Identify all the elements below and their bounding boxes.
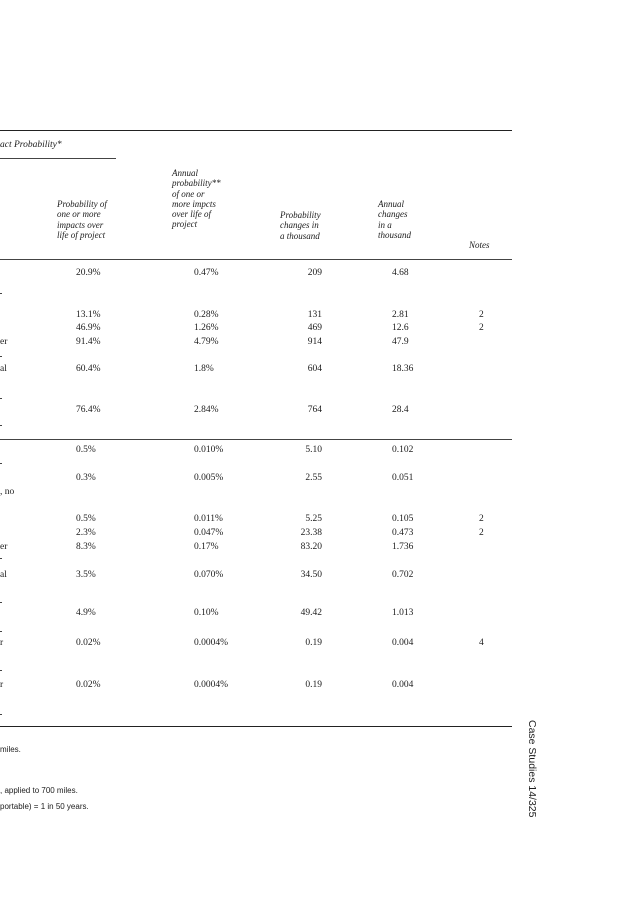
left-tick xyxy=(0,558,2,559)
table-cell-annual-changes: 0.004 xyxy=(392,638,414,648)
table-cell-prob-changes: 469 xyxy=(307,323,322,333)
table-cell-annual-changes: 0.473 xyxy=(392,528,414,538)
table-cell-prob-changes: 83.20 xyxy=(300,542,322,552)
table-cell-prob-changes: 209 xyxy=(307,268,322,278)
table-cell-annual-changes: 4.68 xyxy=(392,268,409,278)
footnote-2: , applied to 700 miles. xyxy=(0,786,78,795)
row-label-fragment: r xyxy=(0,638,4,648)
table-cell-prob-changes: 34.50 xyxy=(300,570,322,580)
table-cell-annual-prob: 1.26% xyxy=(194,323,219,333)
table-cell-prob-life: 3.5% xyxy=(76,570,96,580)
table-cell-notes: 2 xyxy=(479,323,484,333)
table-cell-prob-changes: 5.25 xyxy=(305,514,322,524)
left-tick xyxy=(0,631,2,632)
left-tick xyxy=(0,463,2,464)
table-cell-prob-life: 0.5% xyxy=(76,445,96,455)
section-divider-rule xyxy=(0,439,512,440)
header-line: one or more xyxy=(57,209,101,220)
table-cell-annual-changes: 0.051 xyxy=(392,473,414,483)
table-cell-prob-life: 60.4% xyxy=(76,364,101,374)
table-cell-prob-changes: 2.55 xyxy=(305,473,322,483)
header-line: life of project xyxy=(57,229,106,240)
table-cell-annual-prob: 0.17% xyxy=(194,542,219,552)
table-cell-prob-life: 4.9% xyxy=(76,608,96,618)
left-tick xyxy=(0,602,2,603)
table-cell-annual-prob: 0.28% xyxy=(194,310,219,320)
table-cell-prob-life: 76.4% xyxy=(76,405,101,415)
table-cell-annual-changes: 0.004 xyxy=(392,680,414,690)
table-cell-prob-changes: 23.38 xyxy=(300,528,322,538)
running-header-side: Case Studies 14/325 xyxy=(526,720,538,818)
header-line: Annual xyxy=(172,168,198,178)
table-cell-prob-changes: 0.19 xyxy=(305,680,322,690)
table-cell-prob-changes: 131 xyxy=(307,310,322,320)
table-cell-notes: 2 xyxy=(479,528,484,538)
table-cell-annual-prob: 0.0004% xyxy=(194,638,229,648)
header-prob-life xyxy=(57,199,147,240)
table-cell-prob-life: 0.02% xyxy=(76,680,101,690)
header-line: of one or xyxy=(172,188,205,199)
header-line: Probability xyxy=(280,210,321,220)
row-label-fragment: , no xyxy=(0,487,15,497)
header-line: impacts over xyxy=(57,219,104,230)
header-notes: Notes xyxy=(469,240,490,250)
table-cell-prob-life: 91.4% xyxy=(76,337,101,347)
table-cell-annual-changes: 1.013 xyxy=(392,608,414,618)
table-cell-prob-changes: 5.10 xyxy=(305,445,322,455)
table-cell-prob-life: 20.9% xyxy=(76,268,101,278)
left-tick xyxy=(0,670,2,671)
table-cell-prob-changes: 49.42 xyxy=(300,608,322,618)
header-line: thousand xyxy=(378,229,412,240)
table-cell-prob-life: 8.3% xyxy=(76,542,96,552)
header-annual-prob xyxy=(172,168,262,230)
header-line: a thousand xyxy=(280,230,320,241)
table-cell-annual-changes: 0.702 xyxy=(392,570,414,580)
table-cell-annual-changes: 12.6 xyxy=(392,323,409,333)
left-tick xyxy=(0,425,2,426)
header-line: in a xyxy=(378,219,392,230)
left-tick xyxy=(0,356,2,357)
row-label-fragment: er xyxy=(0,542,8,552)
table-cell-annual-changes: 28.4 xyxy=(392,405,409,415)
table-cell-prob-life: 0.3% xyxy=(76,473,96,483)
header-line: changes xyxy=(378,209,408,220)
header-line: project xyxy=(172,219,198,230)
table-cell-prob-life: 2.3% xyxy=(76,528,96,538)
table-cell-prob-changes: 0.19 xyxy=(305,638,322,648)
table-cell-prob-life: 13.1% xyxy=(76,310,101,320)
table-title-fragment: act Probability* xyxy=(0,140,62,150)
table-cell-annual-changes: 0.105 xyxy=(392,514,414,524)
table-cell-annual-prob: 0.10% xyxy=(194,608,219,618)
footnote-1: miles. xyxy=(0,745,21,754)
table-cell-annual-changes: 1.736 xyxy=(392,542,414,552)
title-underline xyxy=(0,158,116,159)
row-label-fragment: al xyxy=(0,364,7,374)
table-bottom-rule xyxy=(0,726,512,727)
table-cell-annual-changes: 0.102 xyxy=(392,445,414,455)
table-cell-notes: 2 xyxy=(479,310,484,320)
table-cell-prob-changes: 604 xyxy=(307,364,322,374)
header-rule xyxy=(0,259,512,260)
table-cell-annual-prob: 0.011% xyxy=(194,514,223,524)
table-cell-prob-life: 46.9% xyxy=(76,323,101,333)
table-cell-annual-prob: 0.47% xyxy=(194,268,219,278)
table-top-rule xyxy=(0,130,512,131)
table-cell-annual-prob: 0.005% xyxy=(194,473,224,483)
table-cell-prob-changes: 914 xyxy=(307,337,322,347)
table-cell-annual-prob: 0.010% xyxy=(194,445,224,455)
header-annual-changes xyxy=(378,199,458,240)
header-line: Annual xyxy=(378,199,404,209)
table-cell-annual-prob: 1.8% xyxy=(194,364,214,374)
header-line: Probability of xyxy=(57,199,107,209)
header-prob-changes xyxy=(280,210,360,241)
table-cell-annual-prob: 0.047% xyxy=(194,528,224,538)
table-cell-annual-prob: 2.84% xyxy=(194,405,219,415)
table-cell-annual-changes: 18.36 xyxy=(392,364,414,374)
table-cell-annual-prob: 0.0004% xyxy=(194,680,229,690)
table-cell-annual-changes: 47.9 xyxy=(392,337,409,347)
table-cell-annual-changes: 2.81 xyxy=(392,310,409,320)
row-label-fragment: er xyxy=(0,337,8,347)
header-line: over life of xyxy=(172,209,211,220)
table-cell-notes: 2 xyxy=(479,514,484,524)
row-label-fragment: al xyxy=(0,570,7,580)
left-tick xyxy=(0,293,2,294)
footnote-3: portable) = 1 in 50 years. xyxy=(0,802,89,811)
table-cell-prob-life: 0.5% xyxy=(76,514,96,524)
header-line: probability** xyxy=(172,178,221,189)
left-tick xyxy=(0,398,2,399)
table-cell-prob-changes: 764 xyxy=(307,405,322,415)
left-tick xyxy=(0,714,2,715)
row-label-fragment: r xyxy=(0,680,4,690)
table-cell-annual-prob: 4.79% xyxy=(194,337,219,347)
table-cell-prob-life: 0.02% xyxy=(76,638,101,648)
header-line: more impcts xyxy=(172,198,216,209)
table-cell-annual-prob: 0.070% xyxy=(194,570,224,580)
header-line: changes in xyxy=(280,220,319,231)
table-cell-notes: 4 xyxy=(479,638,484,648)
